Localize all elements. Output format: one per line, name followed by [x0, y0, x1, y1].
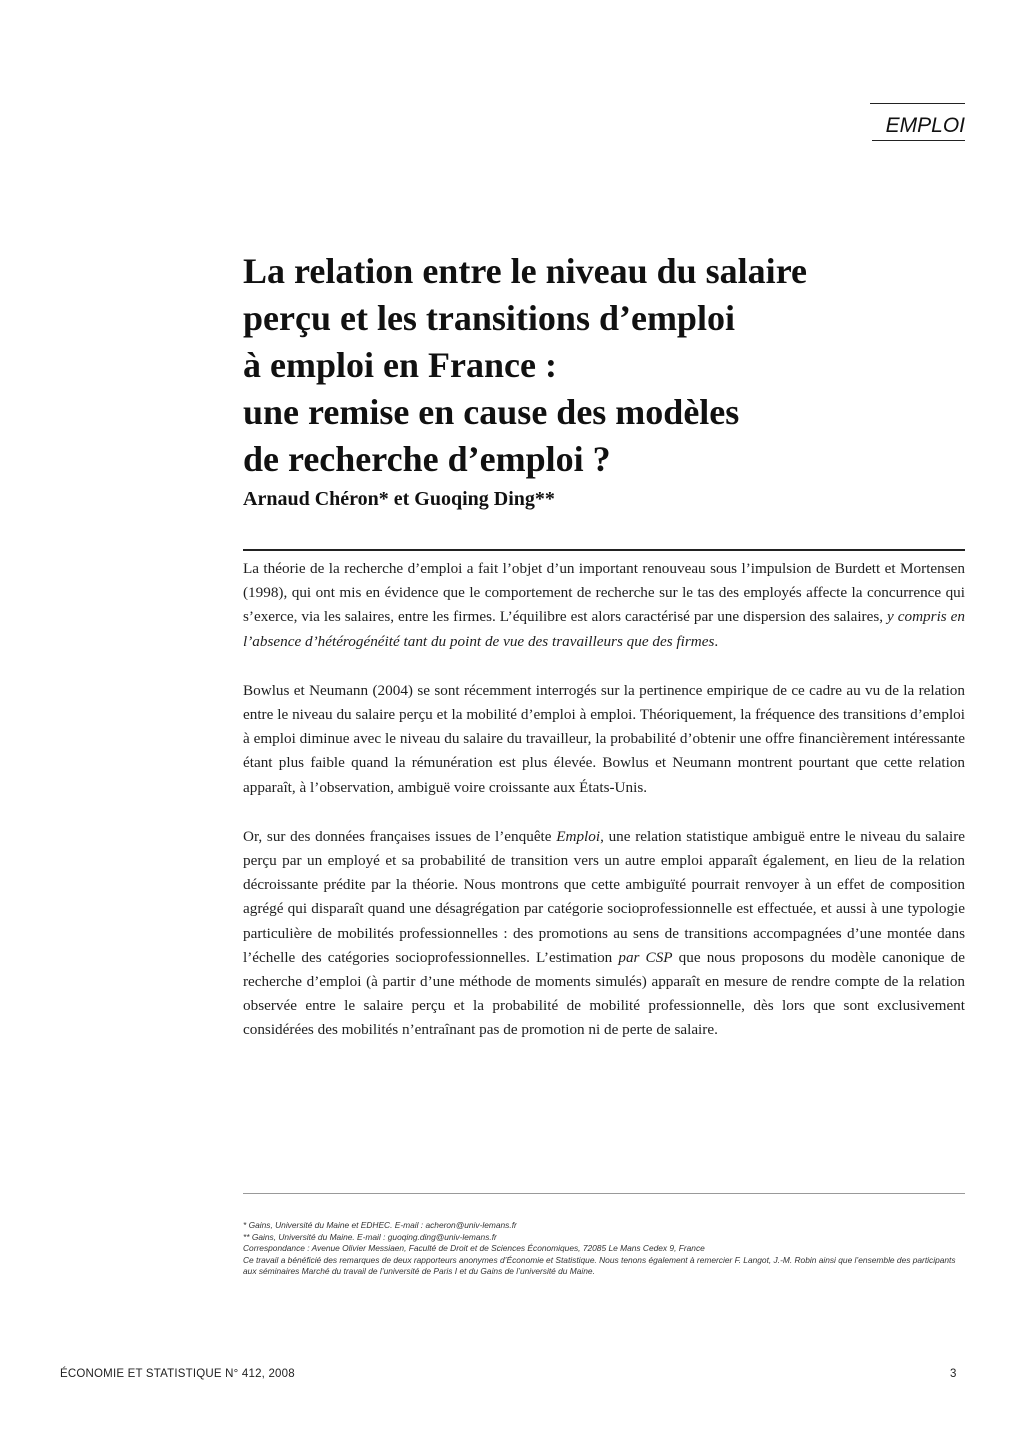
- abstract-text: Or, sur des données françaises issues de l’enquête: [243, 827, 557, 845]
- title-line: à emploi en France :: [243, 345, 557, 385]
- authors: Arnaud Chéron* et Guoqing Ding**: [243, 488, 555, 510]
- footnote: * Gains, Université du Maine et EDHEC. E-mail : acheron@univ-lemans.fr: [243, 1220, 517, 1230]
- title-line: La relation entre le niveau du salaire: [243, 251, 807, 291]
- title-line: une remise en cause des modèles: [243, 392, 740, 432]
- abstract-paragraph-2: Bowlus et Neumann (2004) se sont récemment interrogés sur la pertinence empirique de ce cadre au vu de la relation entre le niveau du salaire perçu et la mobilité d’emploi à emploi. Théoriquement, la fréquence des transitions d’emploi à emploi diminue avec le niveau du salaire du travailleur, la probabilité d’obtenir une offre financièrement intéressante étant plus faible quand la rémunération est plus élevée. Bowlus et Neumann montrent pourtant que cette relation apparaît, à l’observation, ambiguë voire croissante aux États-Unis.: [243, 681, 965, 796]
- section-rubric: EMPLOI: [872, 114, 965, 141]
- footnote: ** Gains, Université du Maine. E-mail : guoqing.ding@univ-lemans.fr: [243, 1231, 497, 1242]
- survey-name: Emploi: [556, 827, 601, 845]
- abstract-italic-text: y compris en l’absence d’hétérogénéité tant du point de vue des travailleurs que des firmes: [243, 608, 965, 650]
- abstract-italic-text: par CSP: [618, 948, 673, 966]
- abstract: [243, 557, 965, 1068]
- abstract-text: La théorie de la recherche d’emploi a fait l’objet d’un important renouveau sous l’impulsion de Burdett et Mortensen (1998), qui ont mis en évidence que le comportement de recherche sur le tas des employés affecte la concurrence qui s’exerce, via les salaires, entre les firmes. L’équilibre est alors caractérisé par une dispersion des salaires,: [243, 560, 965, 626]
- article-title: [243, 248, 943, 483]
- journal-footer: ÉCONOMIE ET STATISTIQUE N° 412, 2008: [60, 1368, 295, 1380]
- title-line: perçu et les transitions d’emploi: [243, 298, 735, 338]
- abstract-text: , une relation statistique ambiguë entre le niveau du salaire perçu par un employé et sa probabilité de transition vers un autre emploi apparaît également, en lieu de la relation décroissante prédite par la théorie. Nous montrons que cette ambiguïté pourrait renvoyer à un effet de composition agrégé qui disparaît quand une désagrégation par catégorie socioprofessionnelle est effectuée, et aussi à une typologie particulière de mobilités professionnelles : des promotions au sens de transitions accompagnées d’une montée dans l’échelle des catégories socioprofessionnelles. L’estimation: [243, 827, 965, 966]
- abstract-text: .: [714, 632, 719, 650]
- page-number: 3: [950, 1368, 957, 1380]
- footnotes: [243, 1220, 965, 1278]
- abstract-bottom-rule: [243, 1193, 965, 1194]
- abstract-text: que nous proposons du modèle canonique de recherche d’emploi (à partir d’une méthode de moments simulés) apparaît en mesure de rendre compte de la relation observée entre le salaire perçu et la probabilité de mobilité professionnelle, dès lors que sont exclusivement considérées des mobilités n’entraînant pas de promotion ni de perte de salaire.: [243, 948, 965, 1039]
- title-line: de recherche d’emploi ?: [243, 439, 611, 479]
- footnote: Correspondance : Avenue Olivier Messiaen, Faculté de Droit et de Sciences Économiques, 72085 Le Mans Cedex 9, France: [243, 1243, 705, 1254]
- abstract-top-rule: [243, 549, 965, 551]
- abstract-paragraph-1: [243, 557, 965, 654]
- footnote: Ce travail a bénéficié des remarques de deux rapporteurs anonymes d’Économie et Statistique. Nous tenons également à remercier F. Langot, J.-M. Robin ainsi que l’ensemble des participants aux séminaires Marché du travail de l’université de Paris I et du Gains de l’université du Maine.: [243, 1254, 956, 1277]
- rubric-top-rule: [870, 103, 965, 104]
- abstract-paragraph-3: [243, 825, 965, 1043]
